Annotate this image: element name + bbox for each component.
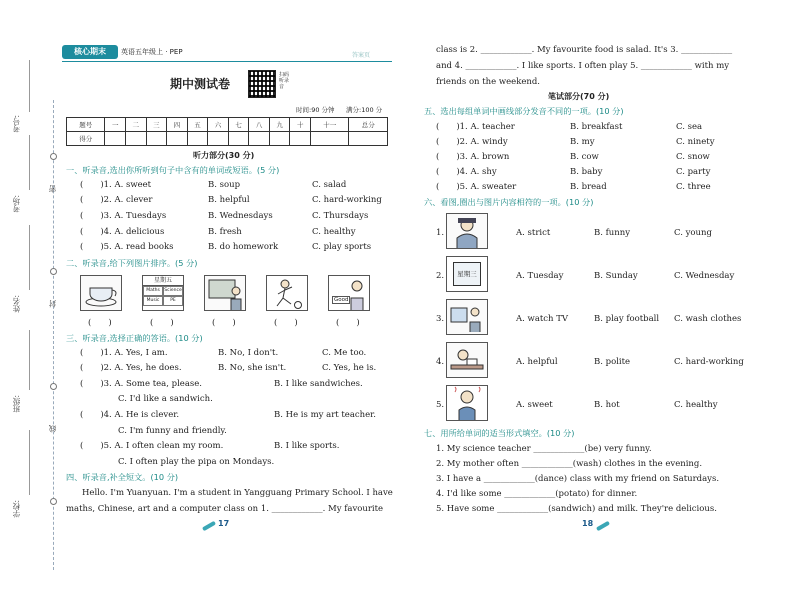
binding-hole bbox=[50, 268, 57, 275]
question-option[interactable]: ( )2. A. clever bbox=[80, 195, 153, 205]
question-option[interactable]: C. play sports bbox=[312, 242, 372, 252]
score-input[interactable] bbox=[125, 132, 146, 146]
score-input[interactable] bbox=[228, 132, 249, 146]
qr-code[interactable] bbox=[248, 70, 276, 98]
question-option[interactable]: B. helpful bbox=[208, 195, 250, 205]
score-cell: 得分 bbox=[67, 132, 105, 146]
field-exam-number: 考号: bbox=[12, 115, 21, 133]
question-option[interactable]: A. watch TV bbox=[516, 314, 569, 324]
student-icon bbox=[329, 276, 369, 310]
score-table bbox=[66, 117, 388, 146]
timetable-cell: Science bbox=[163, 286, 183, 296]
picture-question-number: 2. bbox=[436, 271, 445, 281]
fill-in-item[interactable]: 5. Have some ____________(sandwich) and milk. They're delicious. bbox=[436, 504, 717, 514]
question-option[interactable]: ( )2. A. windy bbox=[436, 137, 508, 147]
score-input[interactable] bbox=[249, 132, 270, 146]
football-player-icon bbox=[267, 276, 307, 310]
score-cell: 七 bbox=[228, 118, 249, 132]
question-option[interactable]: ( )3. A. Some tea, please. bbox=[80, 379, 202, 389]
field-exam-number-line[interactable] bbox=[29, 60, 30, 112]
picture-watch-tv bbox=[446, 299, 488, 335]
page-number-right: 18 bbox=[582, 519, 594, 528]
picture-football bbox=[266, 275, 308, 311]
binding-strip bbox=[3, 0, 63, 596]
score-input[interactable] bbox=[187, 132, 208, 146]
order-blank[interactable]: ( ) bbox=[88, 318, 112, 328]
fill-in-item[interactable]: 2. My mother often ____________(wash) clothes in the evening. bbox=[436, 459, 703, 469]
question-option[interactable]: C. three bbox=[676, 182, 711, 192]
full-score: 满分:100 分 bbox=[346, 106, 383, 114]
score-cell: 五 bbox=[187, 118, 208, 132]
hot-boy-icon bbox=[447, 386, 487, 420]
score-input[interactable] bbox=[269, 132, 290, 146]
question-option[interactable]: B. He is my art teacher. bbox=[274, 410, 376, 420]
question-option[interactable]: A. sweet bbox=[516, 400, 553, 410]
question-option[interactable]: C. Yes, he is. bbox=[322, 363, 377, 373]
score-cell: 总分 bbox=[349, 118, 388, 132]
question-option[interactable]: C. sea bbox=[676, 122, 703, 132]
section-6-title: 六、看图,圈出与图片内容相符的一项。(10 分) bbox=[424, 197, 594, 207]
qr-hint: 扫码听录音 bbox=[279, 72, 290, 90]
order-blank[interactable]: ( ) bbox=[212, 318, 236, 328]
question-option[interactable]: ( )1. A. sweet bbox=[80, 180, 152, 190]
calendar-day: 星期三 bbox=[453, 262, 481, 286]
score-cell: 一 bbox=[105, 118, 126, 132]
passage-line[interactable]: class is 2. ____________. My favourite food is salad. It's 3. ____________ bbox=[436, 45, 733, 55]
picture-calendar bbox=[446, 256, 488, 292]
picture-question-number: 4. bbox=[436, 357, 445, 367]
pen-icon bbox=[596, 521, 610, 531]
question-option[interactable]: C. healthy bbox=[312, 227, 356, 237]
top-right-label: 答案页 bbox=[352, 52, 371, 59]
question-option[interactable]: B. soup bbox=[208, 180, 241, 190]
order-blank[interactable]: ( ) bbox=[274, 318, 298, 328]
header-rule bbox=[62, 61, 392, 62]
score-cell: 四 bbox=[167, 118, 188, 132]
passage-line: Hello. I'm Yuanyuan. I'm a student in Yangguang Primary School. I have bbox=[82, 488, 393, 498]
question-option[interactable]: B. bread bbox=[570, 182, 607, 192]
time-limit: 时间:90 分钟 bbox=[296, 106, 335, 114]
question-option[interactable]: B. I like sandwiches. bbox=[274, 379, 363, 389]
score-cell: 十一 bbox=[311, 118, 349, 132]
picture-question-number: 1. bbox=[436, 228, 445, 238]
question-option[interactable]: ( )5. A. read books bbox=[80, 242, 174, 252]
section-3-title: 三、听录音,选择正确的答语。(10 分) bbox=[66, 333, 203, 343]
question-option[interactable]: C. party bbox=[676, 167, 711, 177]
field-class: 班级: bbox=[12, 395, 21, 413]
picture-timetable bbox=[142, 275, 184, 311]
question-option[interactable]: ( )4. A. He is clever. bbox=[80, 410, 180, 420]
question-option[interactable]: B. cow bbox=[570, 152, 599, 162]
timetable-day: 星期五 bbox=[143, 276, 183, 286]
pen-icon bbox=[202, 521, 216, 531]
question-option[interactable]: B. No, she isn't. bbox=[218, 363, 287, 373]
question-option[interactable]: B. fresh bbox=[208, 227, 242, 237]
picture-question-number: 5. bbox=[436, 400, 445, 410]
question-option[interactable]: ( )1. A. teacher bbox=[436, 122, 515, 132]
fill-in-item[interactable]: 3. I have a ____________(dance) class with my friend on Saturdays. bbox=[436, 474, 720, 484]
timetable-cell: Music bbox=[143, 296, 163, 306]
field-exam-room-line[interactable] bbox=[29, 135, 30, 190]
score-input[interactable] bbox=[290, 132, 311, 146]
section-7-title: 七、用所给单词的适当形式填空。(10 分) bbox=[424, 428, 575, 438]
good-label: Good bbox=[334, 297, 349, 303]
score-input[interactable] bbox=[146, 132, 167, 146]
question-option[interactable]: ( )1. A. Yes, I am. bbox=[80, 348, 168, 358]
page-number-left: 17 bbox=[218, 519, 230, 528]
score-input[interactable] bbox=[349, 132, 388, 146]
question-option[interactable]: C. snow bbox=[676, 152, 710, 162]
picture-teacup bbox=[80, 275, 122, 311]
score-cell: 三 bbox=[146, 118, 167, 132]
picture-question-number: 3. bbox=[436, 314, 445, 324]
field-name-line[interactable] bbox=[29, 225, 30, 290]
order-blank[interactable]: ( ) bbox=[150, 318, 174, 328]
fill-in-item[interactable]: 1. My science teacher ____________(be) very funny. bbox=[436, 444, 652, 454]
picture-hard-working bbox=[446, 342, 488, 378]
question-option[interactable]: C. I often play the pipa on Mondays. bbox=[118, 457, 275, 467]
score-cell: 六 bbox=[208, 118, 229, 132]
question-option[interactable]: C. hard-working bbox=[312, 195, 382, 205]
question-option[interactable]: C. wash clothes bbox=[674, 314, 742, 324]
section-2-title: 二、听录音,给下列图片排序。(5 分) bbox=[66, 258, 198, 268]
tv-icon bbox=[447, 300, 487, 334]
question-option[interactable]: C. I'm funny and friendly. bbox=[118, 426, 227, 436]
fill-in-item[interactable]: 4. I'd like some ____________(potato) for dinner. bbox=[436, 489, 638, 499]
question-option[interactable]: B. Sunday bbox=[594, 271, 638, 281]
score-cell: 十 bbox=[290, 118, 311, 132]
seal-char: 封 bbox=[48, 300, 57, 308]
timetable-cell: PE bbox=[163, 296, 183, 306]
question-option[interactable]: B. do homework bbox=[208, 242, 279, 252]
page-title: 期中测试卷 bbox=[170, 77, 231, 91]
field-name: 姓名: bbox=[12, 295, 21, 313]
field-school-line[interactable] bbox=[29, 430, 30, 495]
question-option[interactable]: C. hard-working bbox=[674, 357, 744, 367]
question-option[interactable]: A. helpful bbox=[516, 357, 558, 367]
seal-char: 线 bbox=[48, 425, 57, 433]
teacher-icon bbox=[447, 214, 487, 248]
score-cell: 九 bbox=[269, 118, 290, 132]
score-input[interactable] bbox=[311, 132, 349, 146]
question-option[interactable]: C. young bbox=[674, 228, 712, 238]
score-cell: 题号 bbox=[67, 118, 105, 132]
binding-hole bbox=[50, 153, 57, 160]
question-option[interactable]: B. play football bbox=[594, 314, 660, 324]
seal-char: 密 bbox=[48, 185, 57, 193]
question-option[interactable]: C. Wednesday bbox=[674, 271, 735, 281]
question-option[interactable]: ( )3. A. Tuesdays bbox=[80, 211, 167, 221]
score-cell: 二 bbox=[125, 118, 146, 132]
picture-strict-teacher bbox=[446, 213, 488, 249]
written-part-title: 笔试部分(70 分) bbox=[548, 92, 610, 101]
picture-classroom bbox=[204, 275, 246, 311]
order-blank[interactable]: ( ) bbox=[336, 318, 360, 328]
timetable-cell: Maths bbox=[143, 286, 163, 296]
question-option[interactable]: B. baby bbox=[570, 167, 603, 177]
question-option[interactable]: B. my bbox=[570, 137, 595, 147]
question-option[interactable]: C. I'd like a sandwich. bbox=[118, 394, 213, 404]
question-option[interactable]: B. hot bbox=[594, 400, 620, 410]
question-option[interactable]: ( )4. A. delicious bbox=[80, 227, 165, 237]
field-school: 学校: bbox=[12, 500, 21, 518]
passage-line: friends on the weekend. bbox=[436, 77, 540, 87]
question-option[interactable]: ( )3. A. brown bbox=[436, 152, 510, 162]
question-option[interactable]: C. salad bbox=[312, 180, 347, 190]
score-input[interactable] bbox=[105, 132, 126, 146]
question-option[interactable]: ( )5. A. sweater bbox=[436, 182, 517, 192]
question-option[interactable]: B. breakfast bbox=[570, 122, 623, 132]
field-exam-room: 考场: bbox=[12, 195, 21, 213]
section-4-title: 四、听录音,补全短文。(10 分) bbox=[66, 472, 179, 482]
question-option[interactable]: C. healthy bbox=[674, 400, 718, 410]
passage-line[interactable]: and 4. ____________. I like sports. I often play 5. ____________ with my bbox=[436, 61, 730, 71]
section-1-title: 一、听录音,选出你所听到句子中含有的单词或短语。(5 分) bbox=[66, 165, 280, 175]
question-option[interactable]: C. ninety bbox=[676, 137, 715, 147]
question-option[interactable]: ( )5. A. I often clean my room. bbox=[80, 441, 224, 451]
score-input[interactable] bbox=[167, 132, 188, 146]
score-cell: 八 bbox=[249, 118, 270, 132]
score-input[interactable] bbox=[208, 132, 229, 146]
picture-hot-boy bbox=[446, 385, 488, 421]
question-option[interactable]: A. strict bbox=[516, 228, 551, 238]
section-5-title: 五、选出每组单词中画线部分发音不同的一项。(10 分) bbox=[424, 106, 624, 116]
question-option[interactable]: ( )4. A. shy bbox=[436, 167, 497, 177]
picture-good-student bbox=[328, 275, 370, 311]
question-option[interactable]: A. Tuesday bbox=[516, 271, 564, 281]
classroom-icon bbox=[205, 276, 245, 310]
brand-logo: 核心期末 bbox=[62, 45, 118, 59]
studying-child-icon bbox=[447, 343, 487, 377]
teacup-icon bbox=[81, 276, 121, 310]
score-table-header-row bbox=[67, 118, 388, 132]
score-table-score-row bbox=[67, 132, 388, 146]
book-label: 英语五年级上 · PEP bbox=[121, 48, 183, 56]
question-option[interactable]: B. Wednesdays bbox=[208, 211, 273, 221]
question-option[interactable]: C. Thursdays bbox=[312, 211, 369, 221]
binding-hole bbox=[50, 383, 57, 390]
question-option[interactable]: B. I like sports. bbox=[274, 441, 340, 451]
field-class-line[interactable] bbox=[29, 330, 30, 390]
question-option[interactable]: B. funny bbox=[594, 228, 631, 238]
binding-hole bbox=[50, 498, 57, 505]
question-option[interactable]: B. No, I don't. bbox=[218, 348, 279, 358]
question-option[interactable]: B. polite bbox=[594, 357, 631, 367]
question-option[interactable]: C. Me too. bbox=[322, 348, 367, 358]
passage-line[interactable]: maths, Chinese, art and a computer class on 1. ____________. My favourite bbox=[66, 504, 384, 514]
question-option[interactable]: ( )2. A. Yes, he does. bbox=[80, 363, 182, 373]
listening-part-title: 听力部分(30 分) bbox=[193, 151, 255, 160]
